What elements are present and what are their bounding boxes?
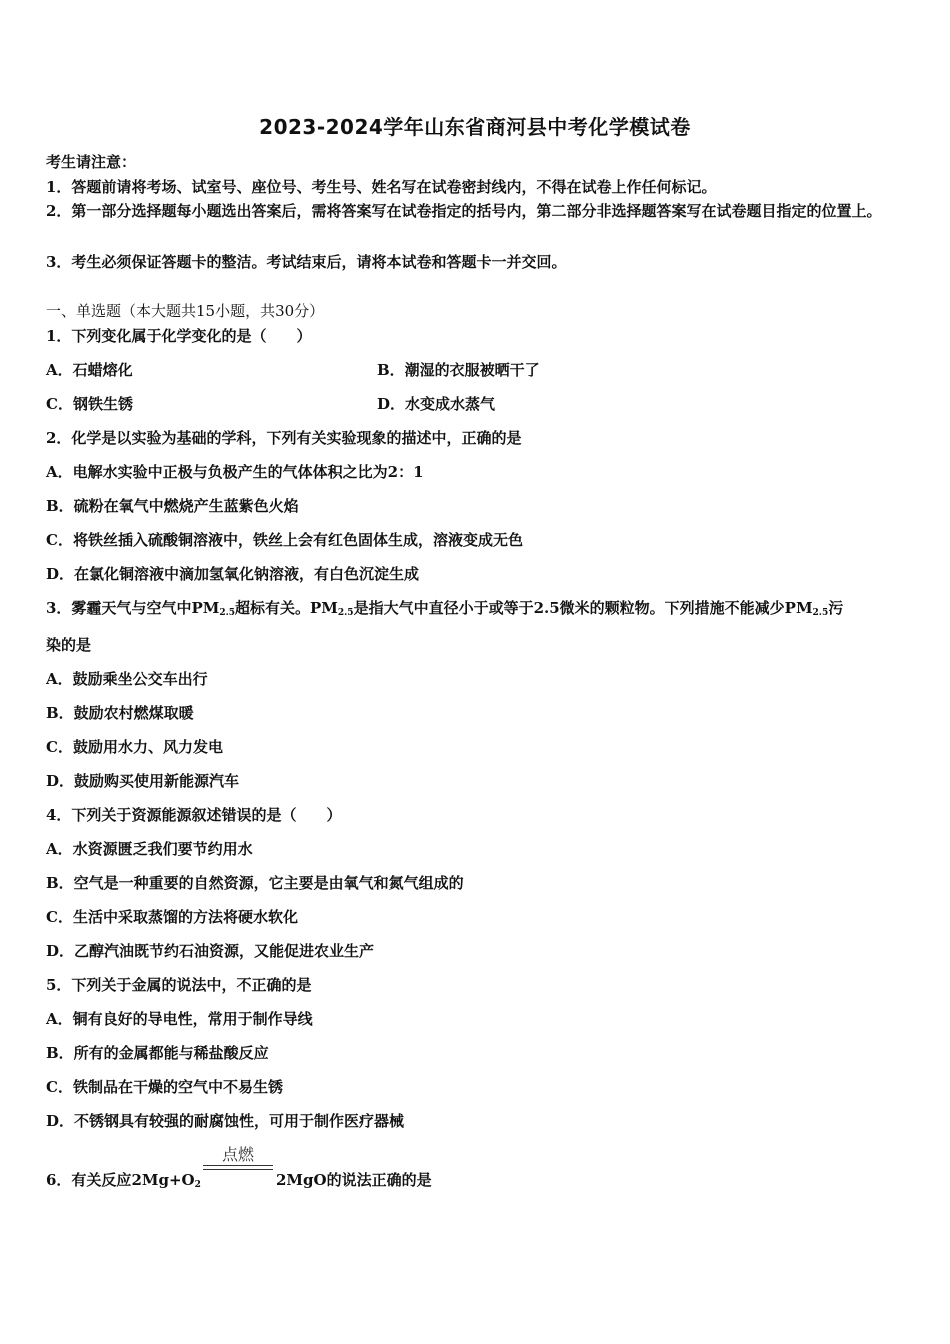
- question-3-stem-part1: 3．雾霾天气与空气中PM: [46, 599, 220, 617]
- question-4-stem: 4．下列关于资源能源叙述错误的是（ ）: [46, 806, 342, 824]
- question-3-stem-part2: 超标有关。PM: [235, 599, 338, 617]
- question-6-stem-part1: 6．有关反应2Mg+O: [46, 1171, 195, 1189]
- equation-bar-bottom: [203, 1169, 273, 1170]
- question-2-option-a: A．电解水实验中正极与负极产生的气体体积之比为2：1: [46, 463, 424, 481]
- o2-subscript: 2: [194, 1180, 201, 1190]
- question-1-stem: 1．下列变化属于化学变化的是（ ）: [46, 327, 312, 345]
- notice-heading: 考生请注意：: [46, 153, 137, 171]
- question-4-option-c: C．生活中采取蒸馏的方法将硬水软化: [46, 908, 298, 926]
- question-4-option-a: A．水资源匮乏我们要节约用水: [46, 840, 253, 858]
- question-3-option-c: C．鼓励用水力、风力发电: [46, 738, 223, 756]
- question-2-stem: 2．化学是以实验为基础的学科，下列有关实验现象的描述中，正确的是: [46, 429, 522, 447]
- question-3-option-d: D．鼓励购买使用新能源汽车: [46, 772, 240, 790]
- question-3-option-a: A．鼓励乘坐公交车出行: [46, 670, 208, 688]
- question-5-option-b: B．所有的金属都能与稀盐酸反应: [46, 1044, 269, 1062]
- question-5-option-d: D．不锈钢具有较强的耐腐蚀性，可用于制作医疗器械: [46, 1112, 405, 1130]
- question-2-option-c: C．将铁丝插入硫酸铜溶液中，铁丝上会有红色固体生成，溶液变成无色: [46, 531, 523, 549]
- question-1-option-a: A．石蜡熔化: [46, 361, 133, 379]
- equation-bar-top: [203, 1165, 273, 1166]
- question-4-option-d: D．乙醇汽油既节约石油资源，又能促进农业生产: [46, 942, 375, 960]
- reaction-condition-label: 点燃: [221, 1145, 254, 1164]
- notice-item-3: 3．考生必须保证答题卡的整洁。考试结束后，请将本试卷和答题卡一并交回。: [46, 253, 567, 271]
- section-heading: 一、单选题（本大题共15小题，共30分）: [46, 302, 325, 320]
- question-6-stem-right: 2MgO的说法正确的是: [276, 1171, 432, 1189]
- pm-subscript: 2.5: [219, 608, 235, 618]
- notice-item-1: 1．答题前请将考场、试室号、座位号、考生号、姓名写在试卷密封线内，不得在试卷上作任何标记。: [46, 178, 717, 196]
- pm-subscript: 2.5: [812, 608, 829, 618]
- question-3-stem-part3: 是指大气中直径小于或等于2.5微米的颗粒物。下列措施不能减少PM: [353, 599, 813, 617]
- question-3-option-b: B．鼓励农村燃煤取暖: [46, 704, 194, 722]
- notice-item-2: 2．第一部分选择题每小题选出答案后，需将答案写在试卷指定的括号内，第二部分非选择题答案写在试卷题目指定的位置上。: [46, 202, 882, 220]
- question-1-option-c: C．钢铁生锈: [46, 395, 133, 413]
- question-5-stem: 5．下列关于金属的说法中，不正确的是: [46, 976, 312, 994]
- question-1-option-b: B．潮湿的衣服被晒干了: [377, 361, 540, 379]
- question-6-stem-left: [46, 1170, 201, 1195]
- reaction-condition: [203, 1142, 273, 1192]
- question-5-option-c: C．铁制品在干燥的空气中不易生锈: [46, 1078, 283, 1096]
- question-1-option-d: D．水变成水蒸气: [377, 395, 496, 413]
- question-2-option-d: D．在氯化铜溶液中滴加氢氧化钠溶液，有白色沉淀生成: [46, 565, 420, 583]
- question-2-option-b: B．硫粉在氧气中燃烧产生蓝紫色火焰: [46, 497, 299, 515]
- question-3-stem-line2: 染的是: [46, 636, 92, 654]
- question-4-option-b: B．空气是一种重要的自然资源，它主要是由氧气和氮气组成的: [46, 874, 464, 892]
- question-3-stem: [46, 598, 843, 623]
- page-title: 2023-2024学年山东省商河县中考化学模试卷: [259, 115, 691, 139]
- question-3-stem-part4: 污: [828, 599, 844, 617]
- question-5-option-a: A．铜有良好的导电性，常用于制作导线: [46, 1010, 313, 1028]
- pm-subscript: 2.5: [337, 608, 354, 618]
